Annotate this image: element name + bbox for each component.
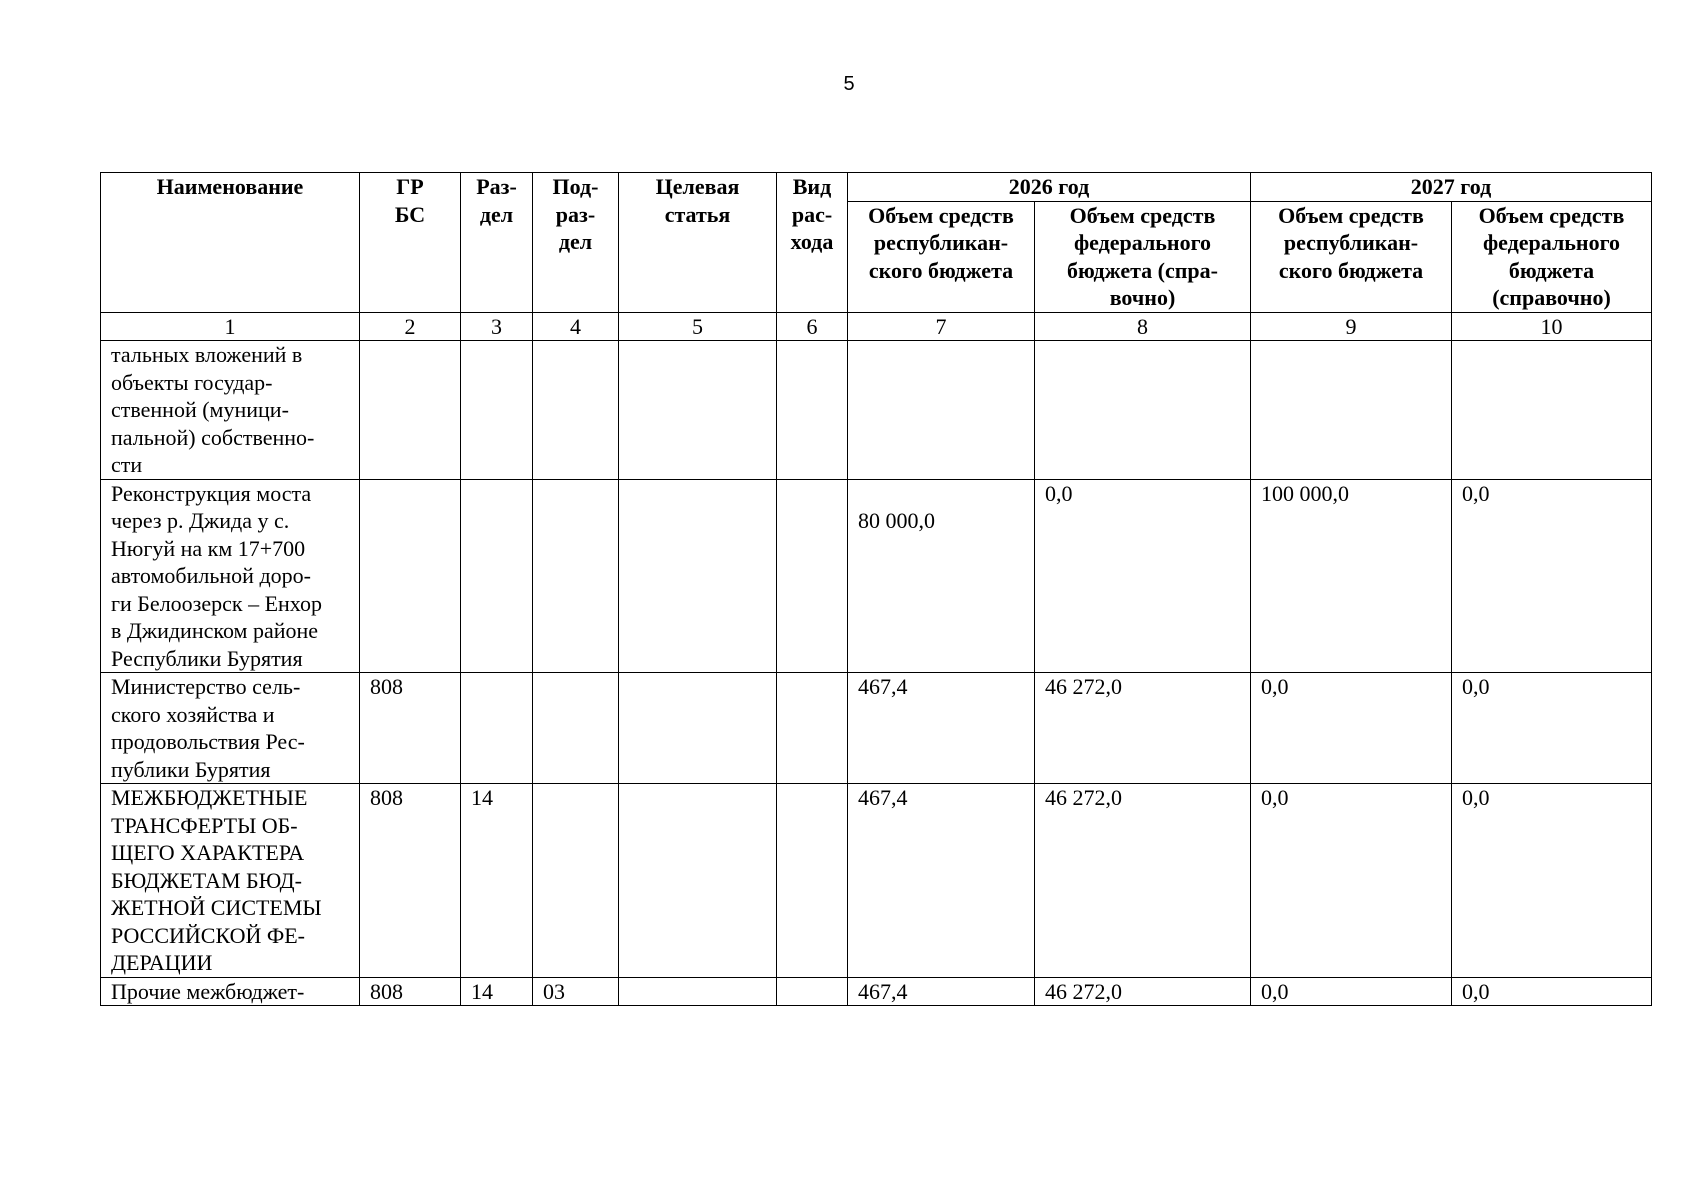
header-2026-rep-budget: Объем средств республикан- ского бюджета [848, 201, 1035, 312]
column-number: 5 [619, 312, 777, 341]
column-number: 4 [533, 312, 619, 341]
row-vid [777, 673, 848, 784]
page-number: 5 [843, 73, 855, 95]
row-2027-fed: 0,0 [1452, 784, 1652, 978]
header-vid-raskhoda: Вид рас- хода [777, 173, 848, 313]
table-row [101, 673, 1652, 784]
row-vid [777, 341, 848, 480]
row-podrazdel [533, 784, 619, 978]
row-razdel [461, 673, 533, 784]
header-2026-fed-budget: Объем средств федерального бюджета (спра- вочно) [1035, 201, 1251, 312]
header-year-2027: 2027 год [1251, 173, 1652, 202]
row-name: тальных вложений в объекты государ- ственной (муници- пальной) собственно- сти [101, 341, 360, 480]
row-2026-rep [848, 341, 1035, 480]
row-vid [777, 977, 848, 1006]
row-2027-rep: 0,0 [1251, 784, 1452, 978]
table-row [101, 479, 1652, 673]
row-podrazdel [533, 479, 619, 673]
column-number: 2 [360, 312, 461, 341]
header-grbs: ГР БС [360, 173, 461, 313]
row-2027-fed: 0,0 [1452, 977, 1652, 1006]
column-number: 7 [848, 312, 1035, 341]
row-2026-fed [1035, 341, 1251, 480]
header-name: Наименование [101, 173, 360, 313]
row-podrazdel [533, 341, 619, 480]
row-grbs: 808 [360, 673, 461, 784]
header-celevaya-statya: Целевая статья [619, 173, 777, 313]
row-2026-rep: 467,4 [848, 784, 1035, 978]
row-2027-rep: 100 000,0 [1251, 479, 1452, 673]
column-number: 9 [1251, 312, 1452, 341]
row-2027-fed: 0,0 [1452, 479, 1652, 673]
row-celevaya [619, 784, 777, 978]
row-grbs: 808 [360, 977, 461, 1006]
table-row [101, 341, 1652, 480]
row-2026-fed: 46 272,0 [1035, 784, 1251, 978]
row-grbs [360, 479, 461, 673]
row-vid [777, 479, 848, 673]
row-name: Министерство сель- ского хозяйства и продовольствия Рес- публики Бурятия [101, 673, 360, 784]
row-2027-rep: 0,0 [1251, 673, 1452, 784]
header-podrazdel: Под- раз- дел [533, 173, 619, 313]
row-2026-fed: 46 272,0 [1035, 977, 1251, 1006]
row-2026-fed: 46 272,0 [1035, 673, 1251, 784]
row-grbs [360, 341, 461, 480]
row-2026-rep: 467,4 [848, 673, 1035, 784]
header-2027-rep-budget: Объем средств республикан- ского бюджета [1251, 201, 1452, 312]
column-number: 8 [1035, 312, 1251, 341]
row-grbs: 808 [360, 784, 461, 978]
row-razdel: 14 [461, 977, 533, 1006]
row-name: Реконструкция моста через р. Джида у с. Нюгуй на км 17+700 автомобильной доро- ги Белоозерск – Енхор в Джидинском районе Республики Бурятия [101, 479, 360, 673]
row-vid [777, 784, 848, 978]
header-2027-fed-budget: Объем средств федерального бюджета (справочно) [1452, 201, 1652, 312]
column-number-row [101, 312, 1652, 341]
column-number: 1 [101, 312, 360, 341]
budget-table [100, 172, 1652, 1006]
row-celevaya [619, 977, 777, 1006]
row-razdel [461, 479, 533, 673]
row-name: МЕЖБЮДЖЕТНЫЕ ТРАНСФЕРТЫ ОБ- ЩЕГО ХАРАКТЕРА БЮДЖЕТАМ БЮД- ЖЕТНОЙ СИСТЕМЫ РОССИЙСКОЙ ФЕ- ДЕРАЦИИ [101, 784, 360, 978]
table-row [101, 977, 1652, 1006]
row-2027-fed: 0,0 [1452, 673, 1652, 784]
row-2026-rep: 467,4 [848, 977, 1035, 1006]
row-2027-rep: 0,0 [1251, 977, 1452, 1006]
row-celevaya [619, 341, 777, 480]
row-podrazdel: 03 [533, 977, 619, 1006]
row-razdel [461, 341, 533, 480]
row-2026-rep: 80 000,0 [848, 479, 1035, 673]
column-number: 6 [777, 312, 848, 341]
row-2026-fed: 0,0 [1035, 479, 1251, 673]
column-number: 3 [461, 312, 533, 341]
row-razdel: 14 [461, 784, 533, 978]
row-2027-rep [1251, 341, 1452, 480]
table-row [101, 784, 1652, 978]
row-celevaya [619, 479, 777, 673]
row-2027-fed [1452, 341, 1652, 480]
table-header [101, 173, 1652, 341]
row-celevaya [619, 673, 777, 784]
header-year-2026: 2026 год [848, 173, 1251, 202]
column-number: 10 [1452, 312, 1652, 341]
row-name: Прочие межбюджет- [101, 977, 360, 1006]
row-podrazdel [533, 673, 619, 784]
header-razdel: Раз- дел [461, 173, 533, 313]
